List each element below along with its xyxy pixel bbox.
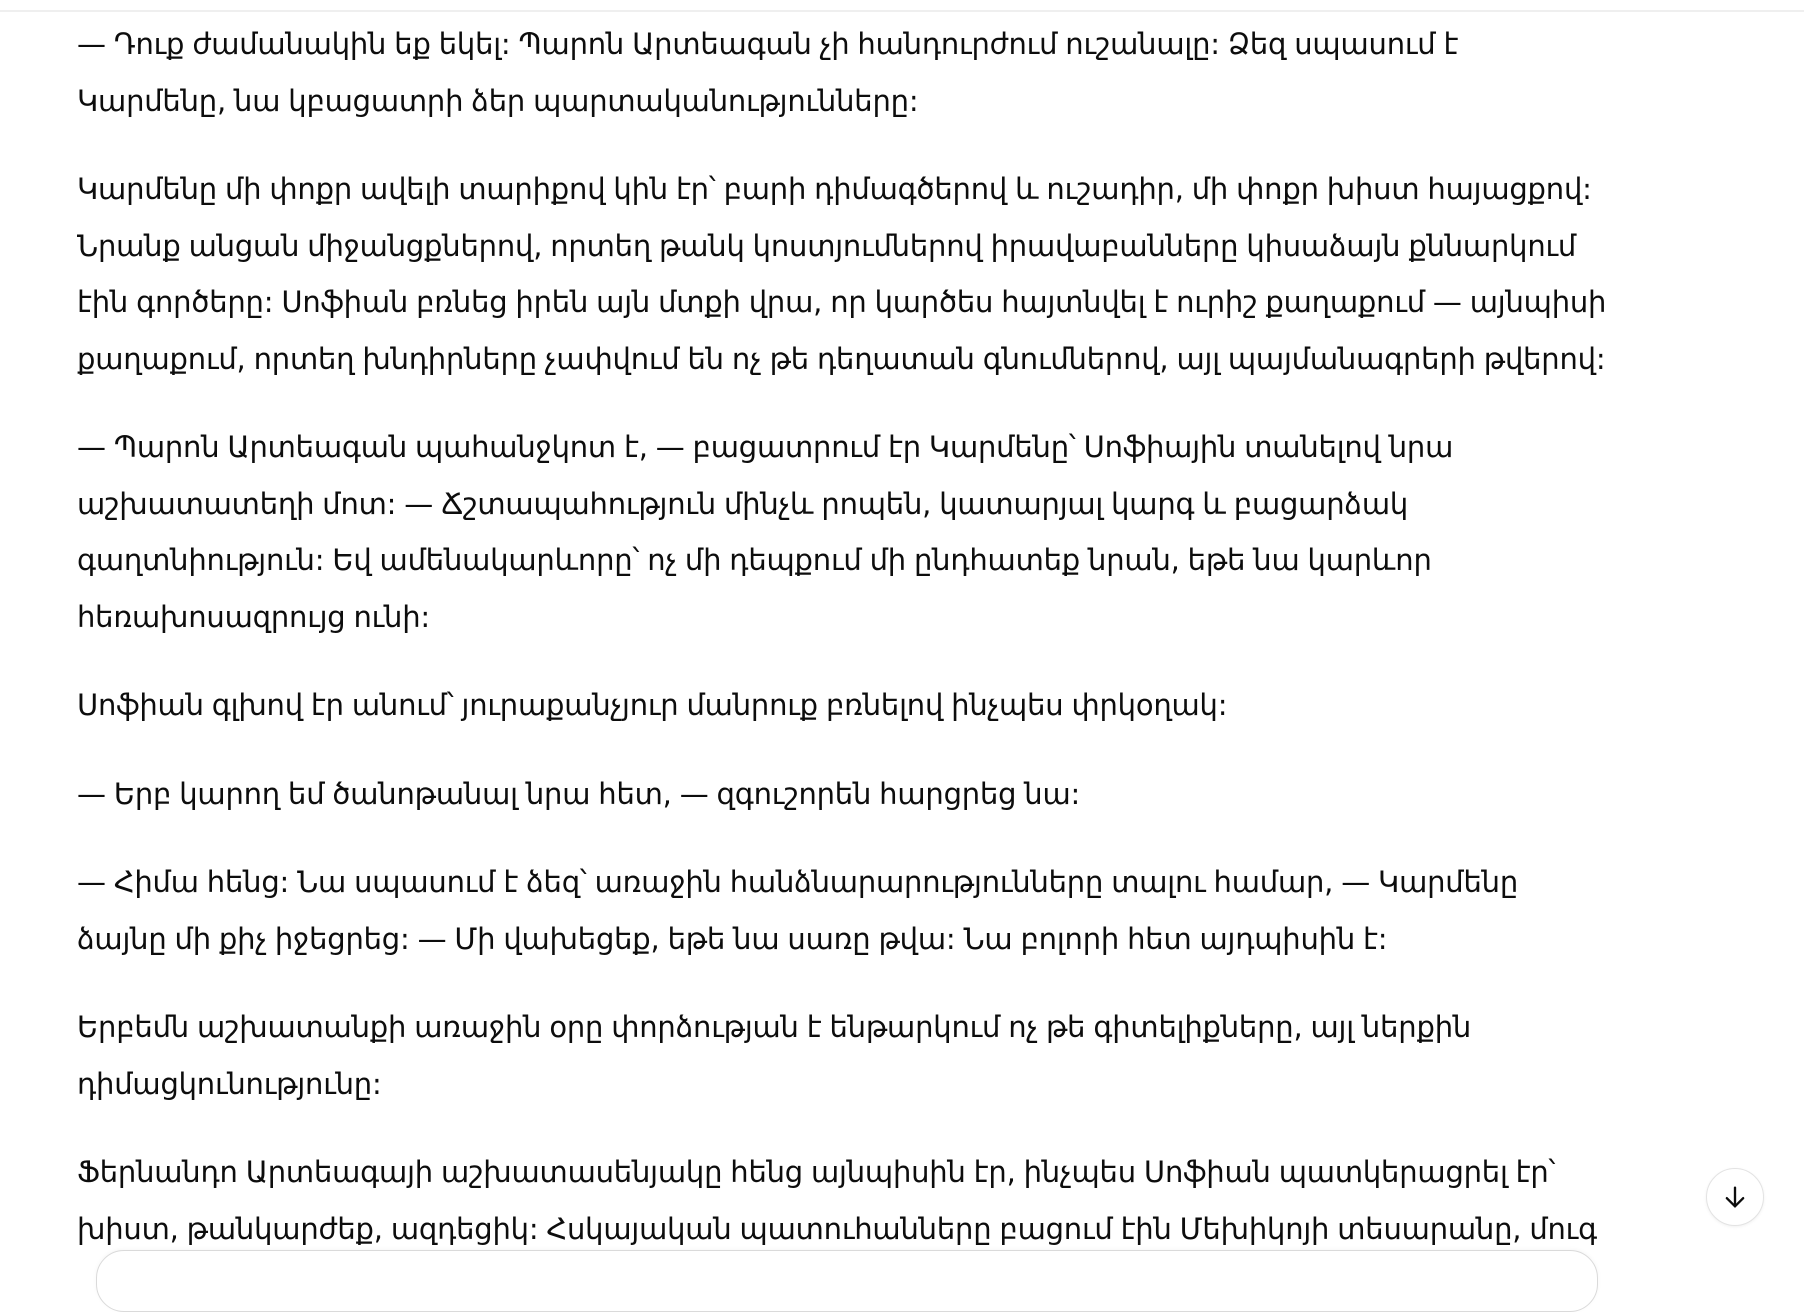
message-composer[interactable]	[96, 1250, 1598, 1312]
top-divider	[0, 10, 1804, 12]
message-paragraph: Երբեմն աշխատանքի առաջին օրը փորձության է ենթարկում ոչ թե գիտելիքները, այլ ներքին դիմացկունությունը:	[77, 1010, 1472, 1101]
scroll-to-bottom-button[interactable]	[1706, 1168, 1764, 1226]
arrow-down-icon	[1721, 1183, 1749, 1211]
message-paragraph: — Պարոն Արտեագան պահանջկոտ է, — բացատրում էր Կարմենը՝ Սոֆիային տանելով նրա աշխատատեղի մոտ: — Ճշտապահություն մինչև րոպեն, կատարյալ կարգ և բացարձակ գաղտնիություն: Եվ ամենակարևորը՝ ոչ մի դեպքում մի ընդհատեք նրան, եթե նա կարևոր հեռախոսազրույց ունի:	[77, 430, 1454, 634]
message-paragraph: Սոֆիան գլխով էր անում՝ յուրաքանչյուր մանրուք բռնելով ինչպես փրկօղակ:	[77, 688, 1228, 722]
message-paragraph: — Հիմա հենց: Նա սպասում է ձեզ՝ առաջին հանձնարարությունները տալու համար, — Կարմենը ձայնը մի քիչ իջեցրեց: — Մի վախեցեք, եթե նա սառը թվա: Նա բոլորի հետ այդպիսին է:	[77, 865, 1519, 956]
message-paragraph: Ֆերնանդո Արտեագայի աշխատասենյակը հենց այնպիսին էր, ինչպես Սոֆիան պատկերացրել էր՝ խիստ, թանկարժեք, ազդեցիկ: Հսկայական պատուհանները բացում էին Մեխիկոյի տեսարանը, մուգ	[77, 1155, 1597, 1246]
message-paragraph: — Երբ կարող եմ ծանոթանալ նրա հետ, — զգուշորեն հարցրեց նա:	[77, 776, 1081, 811]
assistant-message	[77, 16, 1607, 1289]
message-paragraph: — Դուք ժամանակին եք եկել: Պարոն Արտեագան չի հանդուրժում ուշանալը: Ձեզ սպասում է Կարմենը, նա կբացատրի ձեր պարտականությունները:	[77, 27, 1459, 118]
message-paragraph: Կարմենը մի փոքր ավելի տարիքով կին էր՝ բարի դիմագծերով և ուշադիր, մի փոքր խիստ հայացքով: Նրանք անցան միջանցքներով, որտեղ թանկ կոստյումներով իրավաբանները կիսաձայն քննարկում էին գործերը: Սոֆիան բռնեց իրեն այն մտքի վրա, որ կարծես հայտնվել է ուրիշ քաղաքում — այնպիսի քաղաքում, որտեղ խնդիրները չափվում են ոչ թե դեղատան գնումներով, այլ պայմանագրերի թվերով:	[77, 172, 1607, 376]
